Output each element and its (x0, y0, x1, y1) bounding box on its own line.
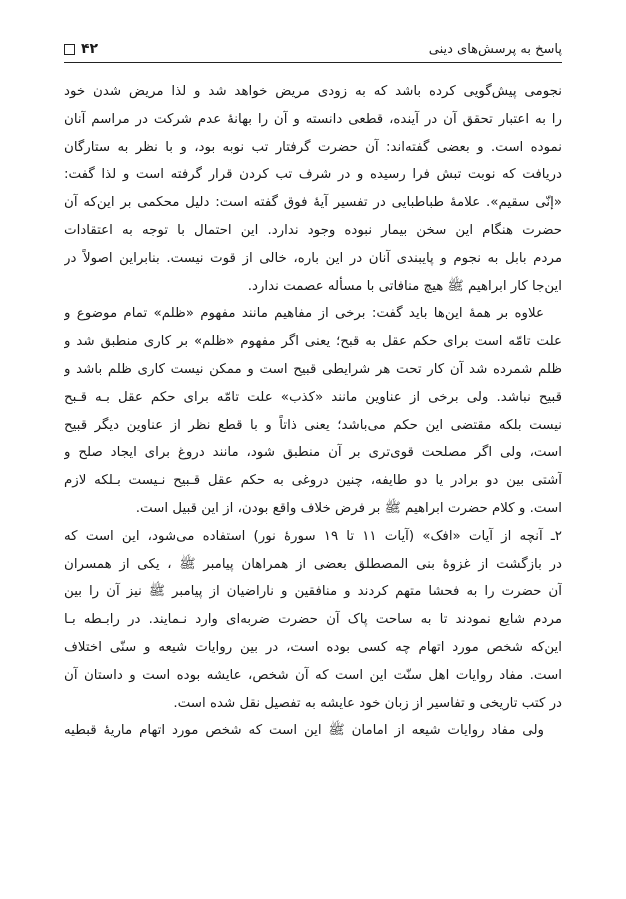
text-line: در کتب تاریخی و تفاسیر از زبان خود عایشه به تفصیل نقل شده است. (173, 695, 562, 711)
text-line: این‌که شخص مورد اتهام چه کسی بوده است، در بین روایات شیعه و سنّی اختلاف (64, 639, 562, 655)
text-line: آشتی بین دو برادر یا دو طایفه، چنین دروغی به حکم عقل قـبیح نـیست بـلکه لازم (64, 473, 562, 489)
page-number-group (64, 41, 98, 57)
paragraph (64, 300, 562, 522)
text-line: است. و کلام حضرت ابراهیم ﷺ بر فرض خلاف واقع بودن، از این قبیل است. (135, 500, 562, 516)
text-line: نیست بلکه مقتضی این حکم می‌باشد؛ یعنی ذاتاً و با قطع نظر از عناوین دیگر قبیح (64, 417, 562, 433)
text-line: ولی مفاد روایات شیعه از امامان ﷺ این است که شخص مورد اتهام ماریهٔ قبطیه (64, 723, 544, 739)
text-line: مردم بابل به نجوم و پایبندی آنان در این باره، خالی از قوت نیست. بنابراین اصولاً در (64, 250, 562, 266)
text-line: این‌جا کار ابراهیم ﷺ هیچ منافاتی با مسأله عصمت ندارد. (247, 278, 562, 294)
text-line: ۲ـ آنچه از آیات «افک» (آیات ۱۱ تا ۱۹ سورهٔ نور) استفاده می‌شود، این است که (64, 528, 562, 544)
text-line: دریافت که نوبت تبش فرا رسیده و در شرف تب کردن قرار گرفته است و لذا گفت: (64, 167, 562, 183)
text-line: در بازگشت از غزوهٔ بنی المصطلق بعضی از همراهان پیامبر ﷺ ، یکی از همسران (64, 556, 562, 572)
text-line: مردم شایع نمودند تا به ساحت پاک آن حضرت ضربه‌ای وارد نـمایند. در رابـطه بـا (64, 612, 562, 628)
paragraph (64, 78, 562, 300)
text-line: است، ولی اگر مصلحت قوی‌تری بر آن منطبق شود، مانند دروغ برای ایجاد صلح و (64, 445, 562, 461)
text-line: ظلم شمرده شد آن کار تحت هر شرایطی قبیح است و ممکن نیست کاری ظلم باشد و (64, 361, 562, 377)
text-line: نموده است. و بعضی گفته‌اند: آن حضرت گرفتار تب نوبه بود، و با نظر به ستارگان (64, 139, 562, 155)
text-line: علت تامّه است برای حکم عقل به قبح؛ یعنی اگر مفهوم «ظلم» بر کاری منطبق شد و (64, 334, 562, 350)
text-line: آن حضرت را به فحشا متهم کردند و منافقین و ناراضیان از پیامبر ﷺ نیز آن را بین (64, 584, 562, 600)
text-line: قبیح نباشد. ولی برخی از عناوین مانند «کذب» علت تامّه برای حکم عقل بـه قـبح (64, 389, 562, 405)
page-number: ۴۲ (81, 41, 99, 57)
paragraph (64, 717, 562, 745)
page-header (64, 36, 562, 63)
text-line: است. مفاد روایات اهل سنّت این است که آن شخص، عایشه بوده است و داستان آن (64, 667, 562, 683)
paragraph (64, 523, 562, 718)
page-body (64, 78, 562, 745)
text-line: حضرت هنگام این سخن بیمار نبوده وجود ندارد. این احتمال با توجه به اعتقادات (64, 222, 562, 238)
text-line: نجومی پیش‌گویی کرده باشد که به زودی مریض خواهد شد و لذا مریض شدن خود (64, 84, 562, 99)
text-line: را به اعتبار تحقق آن در آینده، قطعی دانسته و آن را بهانهٔ عدم شرکت در مراسم آنان (64, 111, 562, 127)
text-line: علاوه بر همهٔ این‌ها باید گفت: برخی از مفاهیم مانند مفهوم «ظلم» تمام موضوع و (64, 306, 544, 322)
text-line: «إنّی سقیم». علامهٔ طباطبایی در تفسیر آیهٔ فوق گفته است: دلیل محکمی بر این‌که آن (64, 195, 562, 211)
running-title: پاسخ به پرسش‌های دینی (428, 41, 562, 57)
square-bullet-icon (64, 44, 75, 55)
